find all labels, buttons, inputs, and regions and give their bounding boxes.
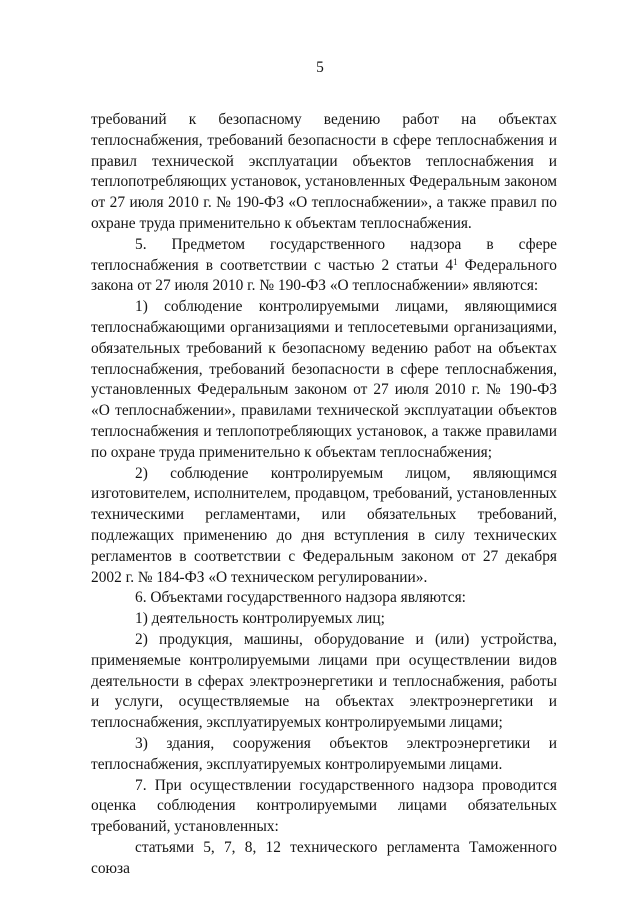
document-body (91, 110, 557, 879)
list-item: 1) деятельность контролируемых лиц; (135, 610, 385, 628)
page-number: 5 (316, 59, 324, 76)
superscript: 1 (453, 256, 458, 267)
paragraph-5 (91, 235, 557, 297)
list-item: 2) соблюдение контролируемым лицом, являющимся изготовителем, исполнителем, продавцом, требований, установленных техническими регламентами, или обязательных требований, подлежащих применению до дня вступления в силу технических регламентов в соответствии с Федеральным законом от 27 декабря 2002 г. № 184-ФЗ «О техническом регулировании». (91, 464, 557, 586)
list-item: 1) соблюдение контролируемыми лицами, являющимися теплоснабжающими организациями и теплосетевыми организациями, обязательных требований к безопасному ведению работ на объектах теплоснабжения, требований безопасности в сфере теплоснабжения, установленных Федеральным законом от 27 июля 2010 г. № 190-ФЗ «О теплоснабжении», правилами технической эксплуатации объектов теплоснабжения и теплопотребляющих установок, а также правилами по охране труда применительно к объектам теплоснабжения; (91, 298, 557, 461)
paragraph: требований к безопасному ведению работ на объектах теплоснабжения, требований безопасности в сфере теплоснабжения и правил технической эксплуатации объектов теплоснабжения и теплопотребляющих установок, установленных Федеральным законом от 27 июля 2010 г. № 190-ФЗ «О теплоснабжении», а также правил по охране труда применительно к объектам теплоснабжения. (91, 111, 557, 232)
list-item: 3) здания, сооружения объектов электроэнергетики и теплоснабжения, эксплуатируемых контролируемыми лицами. (91, 734, 557, 773)
list-item: 2) продукция, машины, оборудование и (или) устройства, применяемые контролируемыми лицами при осуществлении видов деятельности в сферах электроэнергетики и теплоснабжения, работы и услуги, осуществляемые на объектах электроэнергетики и теплоснабжения, эксплуатируемых контролируемыми лицами; (91, 630, 557, 732)
paragraph-7: 7. При осуществлении государственного надзора проводится оценка соблюдения контролируемыми лицами обязательных требований, установленных: (91, 776, 557, 836)
paragraph-5-text-cont: Федерального закона от 27 июля 2010 г. № 190-ФЗ «О теплоснабжении» являются: (91, 256, 557, 295)
paragraph-5-text: 5. Предметом государственного надзора в сфере теплоснабжения в соответствии с частью 2 статьи 4 (91, 235, 557, 274)
paragraph: статьями 5, 7, 8, 12 технического регламента Таможенного союза (91, 838, 557, 877)
paragraph-6: 6. Объектами государственного надзора являются: (135, 589, 466, 607)
